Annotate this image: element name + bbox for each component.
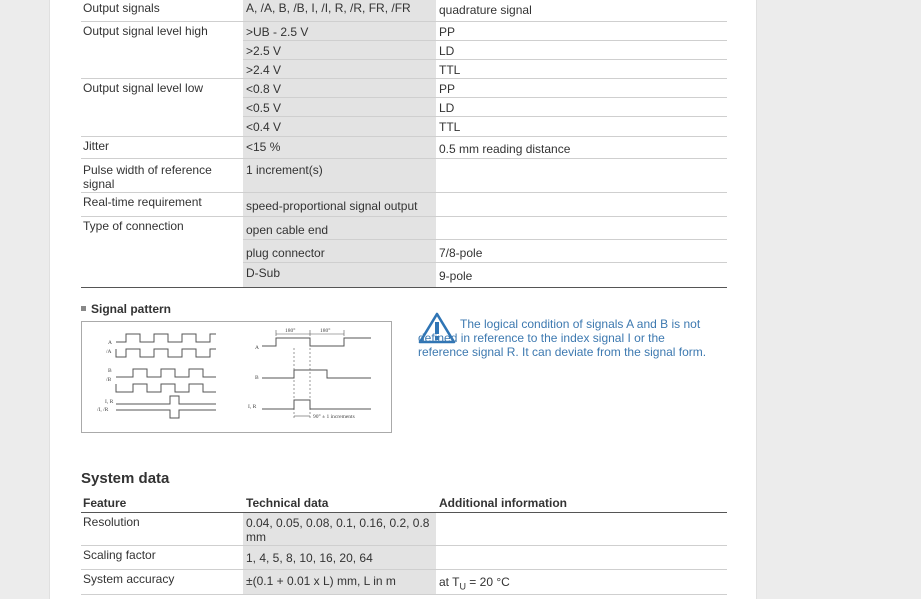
- tech-cell: <0.8 V: [243, 79, 436, 98]
- info-cell: [436, 217, 727, 240]
- tech-cell: >2.5 V: [243, 41, 436, 60]
- table-row: [81, 60, 727, 79]
- warning-text: The logical condition of signals A and B is not defined in reference to the index signal I or the reference signal R. It can deviate from the signal form.: [418, 317, 707, 359]
- feature-cell: Scaling factor: [83, 548, 156, 562]
- header-feature: Feature: [83, 496, 127, 510]
- table-row: [81, 22, 727, 41]
- info-cell: TTL: [439, 120, 461, 134]
- tech-cell: open cable end: [243, 217, 436, 240]
- tech-cell: <15 %: [243, 137, 436, 158]
- tech-cell: <0.5 V: [243, 98, 436, 117]
- header-info: Additional information: [439, 496, 567, 510]
- table-row: [81, 513, 727, 546]
- angle-label-a: 180°: [285, 328, 296, 334]
- tech-cell: D-Sub: [243, 263, 436, 287]
- table-row: [81, 240, 727, 263]
- signal-pattern-diagram: [81, 321, 392, 433]
- left-label-a-inv: /A: [106, 349, 112, 355]
- system-data-table: [81, 494, 727, 595]
- feature-cell: Real-time requirement: [83, 195, 202, 209]
- info-suffix: = 20 °C: [465, 575, 510, 589]
- info-cell: 7/8-pole: [436, 240, 727, 263]
- feature-cell: Resolution: [83, 515, 140, 529]
- left-label-ir: I, R: [105, 399, 114, 405]
- content-page: [49, 0, 757, 599]
- info-cell: LD: [436, 98, 727, 117]
- info-cell: LD: [436, 41, 727, 60]
- table-header-row: [81, 494, 727, 513]
- right-label-ir: I, R: [248, 404, 257, 410]
- table-row: [81, 570, 727, 595]
- right-label-b: B: [255, 375, 259, 381]
- info-cell: TTL: [439, 63, 461, 77]
- tech-cell: 1 increment(s): [243, 159, 436, 192]
- tech-cell: A, /A, B, /B, I, /I, R, /R, FR, /FR: [243, 0, 436, 21]
- feature-cell: [81, 263, 243, 287]
- tech-cell: speed-proportional signal output: [243, 193, 436, 216]
- signal-pattern-title: Signal pattern: [91, 302, 172, 316]
- tech-cell: ±(0.1 + 0.01 x L) mm, L in m: [243, 570, 436, 594]
- feature-cell: Output signal level low: [83, 81, 204, 95]
- tech-cell: >UB - 2.5 V: [243, 22, 436, 41]
- feature-cell: Jitter: [83, 139, 110, 153]
- info-cell: [436, 546, 727, 569]
- feature-cell: Type of connection: [83, 219, 184, 233]
- table-row: [81, 117, 727, 137]
- tech-cell: plug connector: [243, 240, 436, 263]
- angle-label-b: 180°: [320, 328, 331, 334]
- table-row: [81, 193, 727, 217]
- tech-cell: 1, 4, 5, 8, 10, 16, 20, 64: [243, 546, 436, 569]
- increment-note: 90° ± 1 increments: [313, 414, 355, 420]
- feature-cell: Output signals: [83, 1, 160, 15]
- table-row: [81, 0, 727, 22]
- table-row: [81, 159, 727, 193]
- table-row: [81, 98, 727, 117]
- right-label-a: A: [255, 345, 259, 351]
- info-cell: quadrature signal: [439, 3, 532, 17]
- table-row: [81, 263, 727, 288]
- feature-cell: [81, 117, 243, 136]
- info-cell: 0.5 mm reading distance: [439, 142, 571, 156]
- info-cell: PP: [436, 79, 727, 98]
- tech-cell: 0.04, 0.05, 0.08, 0.1, 0.16, 0.2, 0.8 mm: [243, 513, 436, 545]
- specs-table: [81, 0, 727, 288]
- feature-cell: System accuracy: [83, 572, 175, 586]
- feature-cell: [81, 98, 243, 117]
- table-row: [81, 41, 727, 60]
- feature-cell: [81, 41, 243, 60]
- table-row: [81, 546, 727, 570]
- info-cell: [436, 513, 727, 545]
- tech-cell: <0.4 V: [243, 117, 436, 136]
- system-data-heading: System data: [81, 470, 170, 487]
- table-row: [81, 79, 727, 98]
- left-label-b: B: [108, 368, 112, 374]
- table-row: [81, 217, 727, 240]
- info-cell: [436, 570, 727, 594]
- feature-cell: [81, 60, 243, 78]
- bullet-square-icon: [81, 306, 86, 311]
- left-label-b-inv: /B: [106, 377, 112, 383]
- left-label-a: A: [108, 340, 112, 346]
- feature-cell: Pulse width of reference signal: [83, 163, 212, 191]
- info-cell: 9-pole: [439, 269, 473, 283]
- info-cell: [436, 193, 727, 216]
- info-cell: PP: [436, 22, 727, 41]
- info-prefix: at T: [439, 575, 460, 589]
- signal-pattern-heading: [81, 302, 171, 316]
- table-row: [81, 137, 727, 159]
- signal-waveform-svg: [82, 322, 391, 432]
- info-subscript: U: [459, 581, 466, 592]
- info-cell: [436, 159, 727, 192]
- feature-cell: [81, 240, 243, 263]
- left-label-ir-inv: /I, /R: [97, 407, 109, 413]
- header-tech: Technical data: [243, 494, 436, 512]
- feature-cell: Output signal level high: [83, 24, 208, 38]
- tech-cell: >2.4 V: [243, 60, 436, 78]
